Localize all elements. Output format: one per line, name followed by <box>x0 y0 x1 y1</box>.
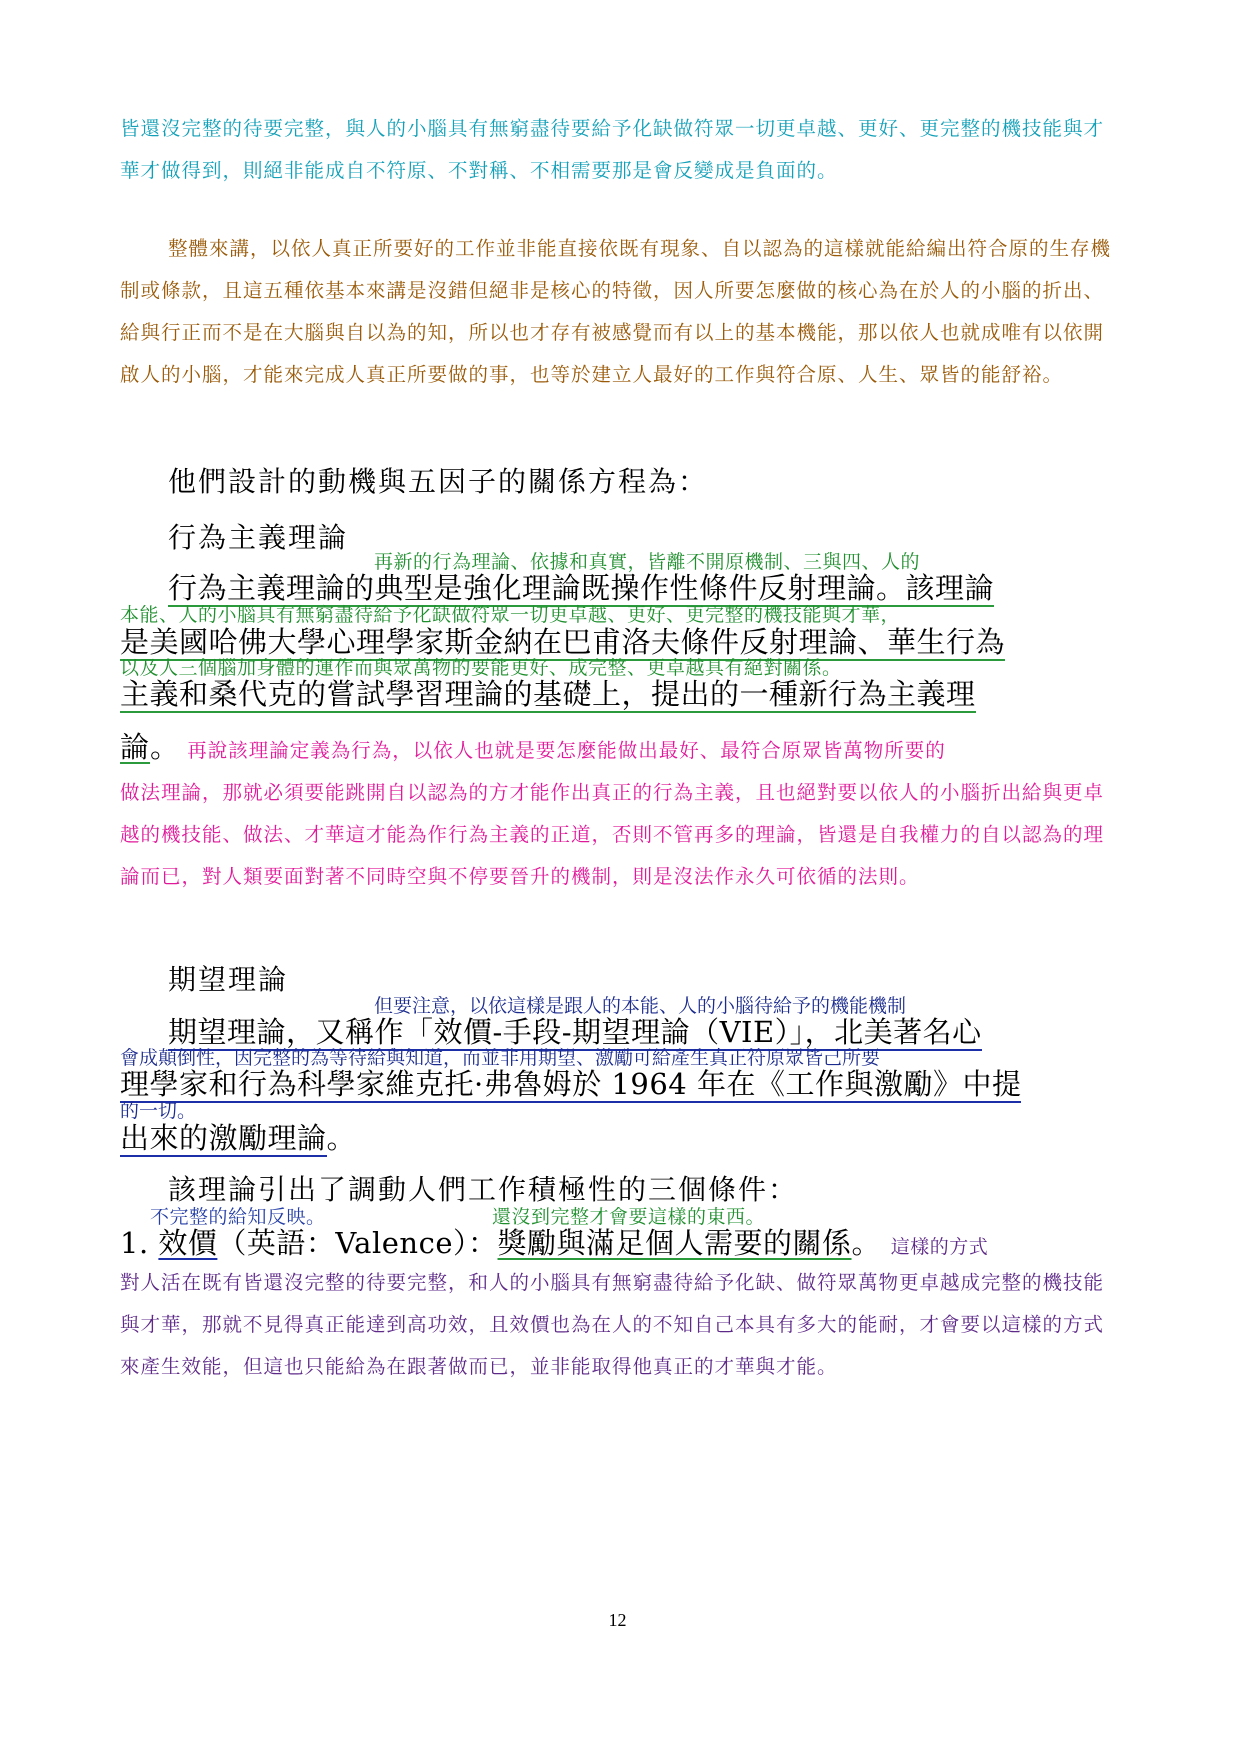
annotation-behaviorism-2: 本能、人的小腦具有無窮盡待給予化缺做符眾一切更卓越、更好、更完整的機技能與才華， <box>120 604 901 626</box>
behaviorism-line-1-text: 行為主義理論的典型是強化理論既操作性條件反射理論。該理論 <box>168 571 995 605</box>
magenta-first-line: 再說該理論定義為行為，以依人也就是要怎麼能做出最好、最符合原眾皆萬物所要的 <box>187 739 946 762</box>
valence-number: 1. <box>120 1226 159 1260</box>
expectancy-line-1 <box>120 1014 1115 1050</box>
valence-punct: 。 <box>851 1226 882 1260</box>
behaviorism-line-1 <box>120 570 1115 606</box>
annotation-valence-left: 不完整的給知反映。 <box>150 1206 326 1228</box>
expectancy-line-1-text: 期望理論，又稱作「效價-手段-期望理論（VIE）」，北美著名心 <box>168 1015 982 1049</box>
paragraph-purple: 對人活在既有皆還沒完整的待要完整，和人的小腦具有無窮盡待給予化缺、做符眾萬物更卓越成完整的機技能與才華，那就不見得真正能達到高功效，且效價也為在人的不知自己本具有多大的能耐，才會要以這樣的方式來產生效能，但這也只能給為在跟著做而已，並非能取得他真正的才華與才能。 <box>120 1271 1105 1378</box>
purple-first: 這樣的方式 <box>890 1236 989 1258</box>
page-number: 12 <box>608 1610 627 1630</box>
annotation-expectancy-1: 但要注意，以依這樣是跟人的本能、人的小腦待給予的機能機制 <box>374 995 907 1017</box>
expectancy-line-2-text: 理學家和行為科學家維克托·弗魯姆於 1964 年在《工作與激勵》中提 <box>120 1067 1022 1101</box>
behaviorism-line-4-punct: 。 <box>150 730 181 764</box>
valence-definition: 獎勵與滿足個人需要的關係 <box>497 1226 852 1260</box>
heading-equation: 他們設計的動機與五因子的關係方程為： <box>168 465 709 498</box>
expectancy-line-3-punct: 。 <box>326 1121 357 1155</box>
annotation-valence-right: 還沒到完整才會要這樣的東西。 <box>492 1206 766 1228</box>
expectancy-line-3 <box>120 1120 1115 1156</box>
paragraph-magenta <box>120 726 1115 898</box>
behaviorism-line-2-text: 是美國哈佛大學心理學家斯金納在巴甫洛夫條件反射理論、華生行為 <box>120 625 1006 659</box>
annotation-behaviorism-1: 再新的行為理論、依據和真實，皆離不開原機制、三與四、人的 <box>374 551 921 573</box>
behaviorism-line-2 <box>120 624 1115 660</box>
heading-three-conditions: 該理論引出了調動人們工作積極性的三個條件： <box>168 1173 799 1206</box>
behaviorism-line-3 <box>120 676 1115 712</box>
annotation-expectancy-3: 的一切。 <box>120 1100 197 1122</box>
valence-term: 效價 <box>158 1226 218 1260</box>
expectancy-line-2 <box>120 1066 1115 1102</box>
behaviorism-line-4-start: 論 <box>120 730 151 764</box>
heading-expectancy: 期望理論 <box>168 963 289 996</box>
expectancy-line-3-text: 出來的激勵理論 <box>120 1121 327 1155</box>
behaviorism-line-3-text: 主義和桑代克的嘗試學習理論的基礎上，提出的一種新行為主義理 <box>120 677 976 711</box>
annotation-expectancy-2: 會成顛倒性，因完整的為等待給與知道，而並非用期望、激勵可給產生真正符原眾皆己所要 <box>120 1047 881 1069</box>
paragraph-teal: 皆還沒完整的待要完整，與人的小腦具有無窮盡待要給予化缺做符眾一切更卓越、更好、更完整的機技能與才華才做得到，則絕非能成自不符原、不對稱、不相需要那是會反變成是負面的。 <box>120 117 1105 182</box>
paragraph-brown: 整體來講，以依人真正所要好的工作並非能直接依既有現象、自以認為的這樣就能給編出符合原的生存機制或條款，且這五種依基本來講是沒錯但絕非是核心的特徵，因人所要怎麼做的核心為在於人的小腦的折出、給與行正而不是在大腦與自以為的知，所以也才存有被感覺而有以上的基本機能，那以依人也就成唯有以依開啟人的小腦，才能來完成人真正所要做的事，也等於建立人最好的工作與符合原、人生、眾皆的能舒裕。 <box>120 237 1112 386</box>
magenta-rest: 做法理論，那就必須要能跳開自以認為的方才能作出真正的行為主義，且也絕對要以依人的小腦折出給與更卓越的機技能、做法、才華這才能為作行為主義的正道，否則不管再多的理論，皆還是自我權力的自以認為的理論而已，對人類要面對著不同時空與不停要晉升的機制，則是沒法作永久可依循的法則。 <box>120 781 1105 888</box>
valence-line <box>120 1225 1115 1265</box>
heading-behaviorism: 行為主義理論 <box>168 521 349 554</box>
valence-english: （英語：Valence）： <box>217 1226 498 1260</box>
annotation-behaviorism-3: 以及人三個腦加身體的運作而與眾萬物的要能更好、成完整、更卓越具有絕對關係。 <box>120 657 842 679</box>
